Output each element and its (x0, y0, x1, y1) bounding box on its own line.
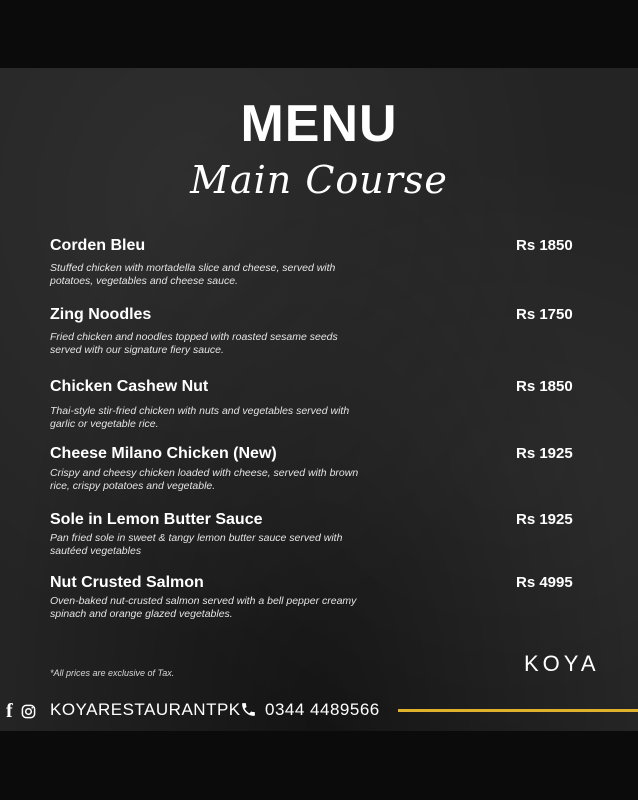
facebook-icon[interactable]: f (6, 700, 13, 722)
item-name: Nut Crusted Salmon (50, 574, 204, 591)
item-name: Sole in Lemon Butter Sauce (50, 511, 263, 528)
menu-subtitle: Main Course (190, 158, 448, 202)
item-description: Pan fried sole in sweet & tangy lemon butter sauce served with sautéed vegetables (50, 532, 343, 557)
item-description: Thai-style stir-fried chicken with nuts and vegetables served with garlic or vegetable rice. (50, 405, 350, 430)
phone-icon (240, 701, 257, 718)
item-description: Oven-baked nut-crusted salmon served with a bell pepper creamy spinach and orange glazed vegetables. (50, 595, 357, 620)
tax-note: *All prices are exclusive of Tax. (50, 668, 175, 678)
menu-item (50, 510, 590, 558)
instagram-icon[interactable] (21, 704, 36, 719)
item-price: Rs 1750 (516, 306, 573, 323)
item-description: Crispy and cheesy chicken loaded with cheese, served with brown rice, crispy potatoes and vegetable. (50, 467, 359, 492)
brand-logo: KOYA (524, 651, 600, 676)
item-price: Rs 1925 (516, 511, 573, 528)
menu-item (50, 305, 590, 357)
menu-item (50, 444, 590, 493)
menu-title: MENU (240, 95, 398, 153)
item-name: Chicken Cashew Nut (50, 378, 209, 395)
item-description: Fried chicken and noodles topped with roasted sesame seeds served with our signature fiery sauce. (50, 331, 338, 356)
social-icons (6, 702, 36, 720)
item-price: Rs 1925 (516, 445, 573, 462)
item-price: Rs 4995 (516, 574, 573, 591)
menu-item (50, 573, 590, 621)
item-price: Rs 1850 (516, 378, 573, 395)
menu-item (50, 377, 590, 431)
contact-footer (0, 698, 638, 724)
phone-number[interactable]: 0344 4489566 (265, 700, 380, 719)
menu-item (50, 236, 590, 288)
item-description: Stuffed chicken with mortadella slice and cheese, served with potatoes, vegetables and cheese sauce. (50, 262, 336, 287)
item-price: Rs 1850 (516, 237, 573, 254)
accent-rule (398, 709, 638, 712)
menu-card (0, 68, 638, 731)
item-name: Cheese Milano Chicken (New) (50, 445, 277, 462)
item-name: Zing Noodles (50, 306, 152, 323)
social-handle[interactable]: KOYARESTAURANTPK (50, 700, 241, 719)
item-name: Corden Bleu (50, 237, 146, 254)
